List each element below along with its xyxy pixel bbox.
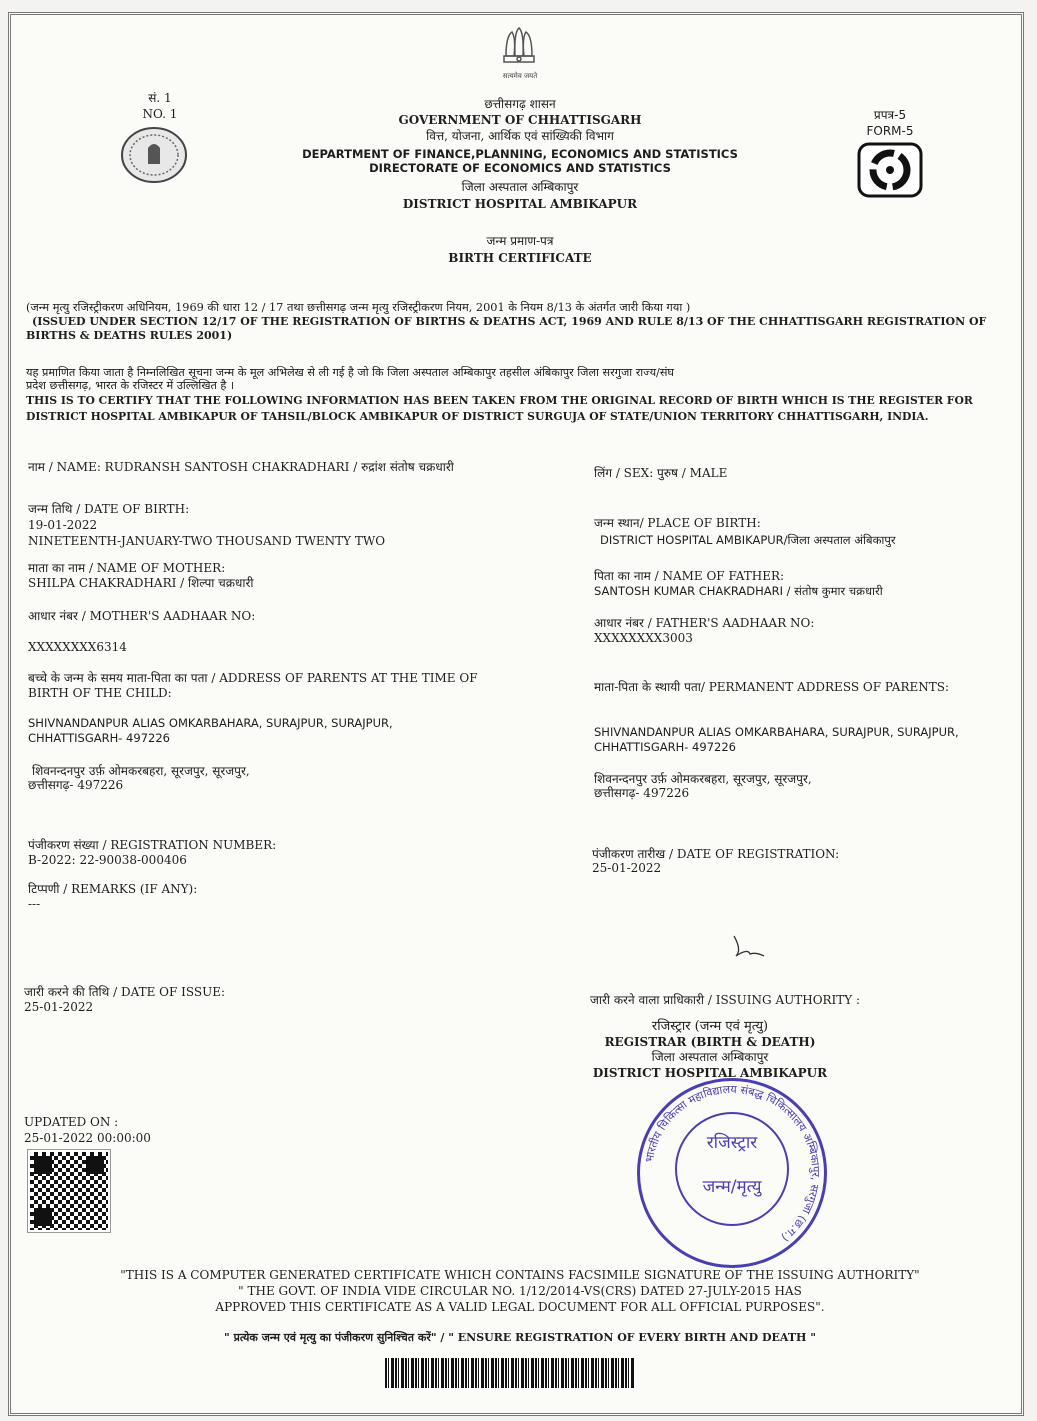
address-at-birth-en-1: SHIVNANDANPUR ALIAS OMKARBAHARA, SURAJPUR, SURAJPUR, [28,716,393,730]
certify-en-1: THIS IS TO CERTIFY THAT THE FOLLOWING INFORMATION HAS BEEN TAKEN FROM THE ORIGINAL RECORD OF BIRTH WHICH IS THE REGISTER FOR [26,394,973,407]
serial-number-hi: सं. 1 [148,91,172,105]
address-at-birth-hi-2: छत्तीसगढ़- 497226 [28,778,124,792]
hospital-en: DISTRICT HOSPITAL AMBIKAPUR [402,197,638,211]
permanent-address-hi-1: शिवनन्दनपुर उर्फ़ ओमकरबहरा, सूरजपुर, सूरजपुर, [594,772,812,786]
registration-date-label: पंजीकरण तारीख / DATE OF REGISTRATION: [592,847,840,861]
date-of-issue: 25-01-2022 [24,1000,94,1014]
mother-name: SHILPA CHAKRADHARI / शिल्पा चक्रधारी [28,576,254,590]
dob-label: जन्म तिथि / DATE OF BIRTH: [28,502,190,516]
issued-under-hi: (जन्म मृत्यु रजिस्ट्रीकरण अधिनियम, 1969 की धारा 12 / 17 तथा छत्तीसगढ़ जन्म मृत्यु रजिस्ट्रीकरण नियम, 2001 के नियम 8/13 के अंतर्गत जारी किया गया ) [26,301,691,314]
department-en: DEPARTMENT OF FINANCE,PLANNING, ECONOMICS AND STATISTICS [302,147,738,161]
emblem-caption: सत्यमेव जयते [502,72,538,80]
sex: लिंग / SEX: पुरुष / MALE [594,466,728,480]
form-number-en: FORM-5 [866,124,914,138]
state-seal-icon [120,126,188,184]
date-of-issue-label: जारी करने की तिथि / DATE OF ISSUE: [24,985,226,999]
form-number-hi: प्रपत्र-5 [873,108,907,122]
permanent-address-en-1: SHIVNANDANPUR ALIAS OMKARBAHARA, SURAJPUR, SURAJPUR, [594,725,959,739]
registration-date: 25-01-2022 [592,861,662,875]
mother-aadhaar: XXXXXXXX6314 [28,640,127,654]
issuing-authority-label: जारी करने वाला प्राधिकारी / ISSUING AUTHORITY : [590,993,861,1007]
permanent-address-hi-2: छत्तीसगढ़- 497226 [594,786,690,800]
footer-line-3: APPROVED THIS CERTIFICATE AS A VALID LEGAL DOCUMENT FOR ALL OFFICIAL PURPOSES". [215,1300,825,1314]
govt-title-hi: छत्तीसगढ़ शासन [484,97,556,111]
registrar-en: REGISTRAR (BIRTH & DEATH) [604,1035,816,1049]
footer-line-2: " THE GOVT. OF INDIA VIDE CIRCULAR NO. 1/12/2014-VS(CRS) DATED 27-JULY-2015 HAS [238,1284,802,1298]
certify-en-2: DISTRICT HOSPITAL AMBIKAPUR OF TAHSIL/BLOCK AMBIKAPUR OF DISTRICT SURGUJA OF STATE/UNION TERRITORY CHHATTISGARH, INDIA. [26,410,929,423]
registration-number-label: पंजीकरण संख्या / REGISTRATION NUMBER: [28,838,277,852]
serial-number-en: NO. 1 [142,107,178,121]
father-name-label: पिता का नाम / NAME OF FATHER: [594,569,785,583]
footer-line-1: "THIS IS A COMPUTER GENERATED CERTIFICATE WHICH CONTAINS FACSIMILE SIGNATURE OF THE ISSUING AUTHORITY" [120,1268,920,1282]
permanent-address-label: माता-पिता के स्थायी पता/ PERMANENT ADDRESS OF PARENTS: [594,680,950,694]
address-at-birth-hi-1: शिवनन्दनपुर उर्फ़ ओमकरबहरा, सूरजपुर, सूरजपुर, [32,764,250,778]
directorate-en: DIRECTORATE OF ECONOMICS AND STATISTICS [369,161,671,175]
crs-logo-icon [857,142,923,198]
footer-motto: " प्रत्येक जन्म एवं मृत्यु का पंजीकरण सुनिश्चित करें" / " ENSURE REGISTRATION OF EVERY BIRTH AND DEATH " [224,1331,816,1344]
father-aadhaar-label: आधार नंबर / FATHER'S AADHAAR NO: [594,616,815,630]
stamp-ring-text [637,1078,827,1268]
address-at-birth-label-2: BIRTH OF THE CHILD: [28,686,172,700]
issued-under-en-1: (ISSUED UNDER SECTION 12/17 OF THE REGISTRATION OF BIRTHS & DEATHS ACT, 1969 AND RULE 8/13 OF THE CHHATTISGARH REGISTRATION OF [32,315,987,328]
hospital-hi: जिला अस्पताल अम्बिकापुर [461,180,579,194]
stamp-line-1: रजिस्ट्रार [706,1133,758,1153]
signature [728,930,768,964]
issued-under-en-2: BIRTHS & DEATHS RULES 2001) [26,329,233,342]
certificate-title-en: BIRTH CERTIFICATE [448,251,592,265]
certificate-title-hi: जन्म प्रमाण-पत्र [486,234,554,248]
place-of-birth-label: जन्म स्थान/ PLACE OF BIRTH: [594,516,761,530]
mother-name-label: माता का नाम / NAME OF MOTHER: [28,561,226,575]
svg-text:भारतीय चिकित्सा महाविद्यालय सं: भारतीय चिकित्सा महाविद्यालय संबद्ध चिकित्सालय अम्बिकापुर, सरगुजा (छ.ग.) [642,1082,823,1245]
certify-hi-2: प्रदेश छत्तीसगढ़, भारत के रजिस्टर में उल्लिखित है । [26,379,235,392]
dob-words: NINETEENTH-JANUARY-TWO THOUSAND TWENTY TWO [28,534,386,548]
mother-aadhaar-label: आधार नंबर / MOTHER'S AADHAAR NO: [28,609,256,623]
registrar-hospital-en: DISTRICT HOSPITAL AMBIKAPUR [592,1066,828,1080]
father-name: SANTOSH KUMAR CHAKRADHARI / संतोष कुमार चक्रधारी [594,584,883,598]
registrar-hospital-hi: जिला अस्पताल अम्बिकापुर [651,1050,769,1064]
stamp-line-2: जन्म/मृत्यु [702,1177,762,1197]
address-at-birth-en-2: CHHATTISGARH- 497226 [28,731,170,745]
remarks-label: टिप्पणी / REMARKS (IF ANY): [28,882,198,896]
govt-title-en: GOVERNMENT OF CHHATTISGARH [398,113,642,127]
dob-value: 19-01-2022 [28,518,98,532]
certify-hi-1: यह प्रमाणित किया जाता है निम्नलिखित सूचना जन्म के मूल अभिलेख से ली गई है जो कि जिला अस्पताल अम्बिकापुर तहसील अंबिकापुर जिला सरगुजा राज्य/संघ [26,366,675,379]
child-name: नाम / NAME: RUDRANSH SANTOSH CHAKRADHARI / रुद्रांश संतोष चक्रधारी [28,460,454,474]
father-aadhaar: XXXXXXXX3003 [594,631,693,645]
remarks-value: --- [28,897,41,911]
barcode [385,1358,635,1388]
place-of-birth: DISTRICT HOSPITAL AMBIKAPUR/जिला अस्पताल अंबिकापुर [600,533,896,547]
permanent-address-en-2: CHHATTISGARH- 497226 [594,740,736,754]
address-at-birth-label-1: बच्चे के जन्म के समय माता-पिता का पता / ADDRESS OF PARENTS AT THE TIME OF [28,671,478,685]
registrar-hi: रजिस्ट्रार (जन्म एवं मृत्यु) [651,1019,769,1034]
updated-on-label: UPDATED ON : [24,1115,119,1129]
department-hi: वित्त, योजना, आर्थिक एवं सांख्यिकी विभाग [426,129,614,143]
registration-number: B-2022: 22-90038-000406 [28,853,187,867]
national-emblem-icon [498,26,540,72]
certificate-frame [8,12,1024,1416]
qr-code [28,1150,110,1232]
updated-on: 25-01-2022 00:00:00 [24,1131,151,1145]
